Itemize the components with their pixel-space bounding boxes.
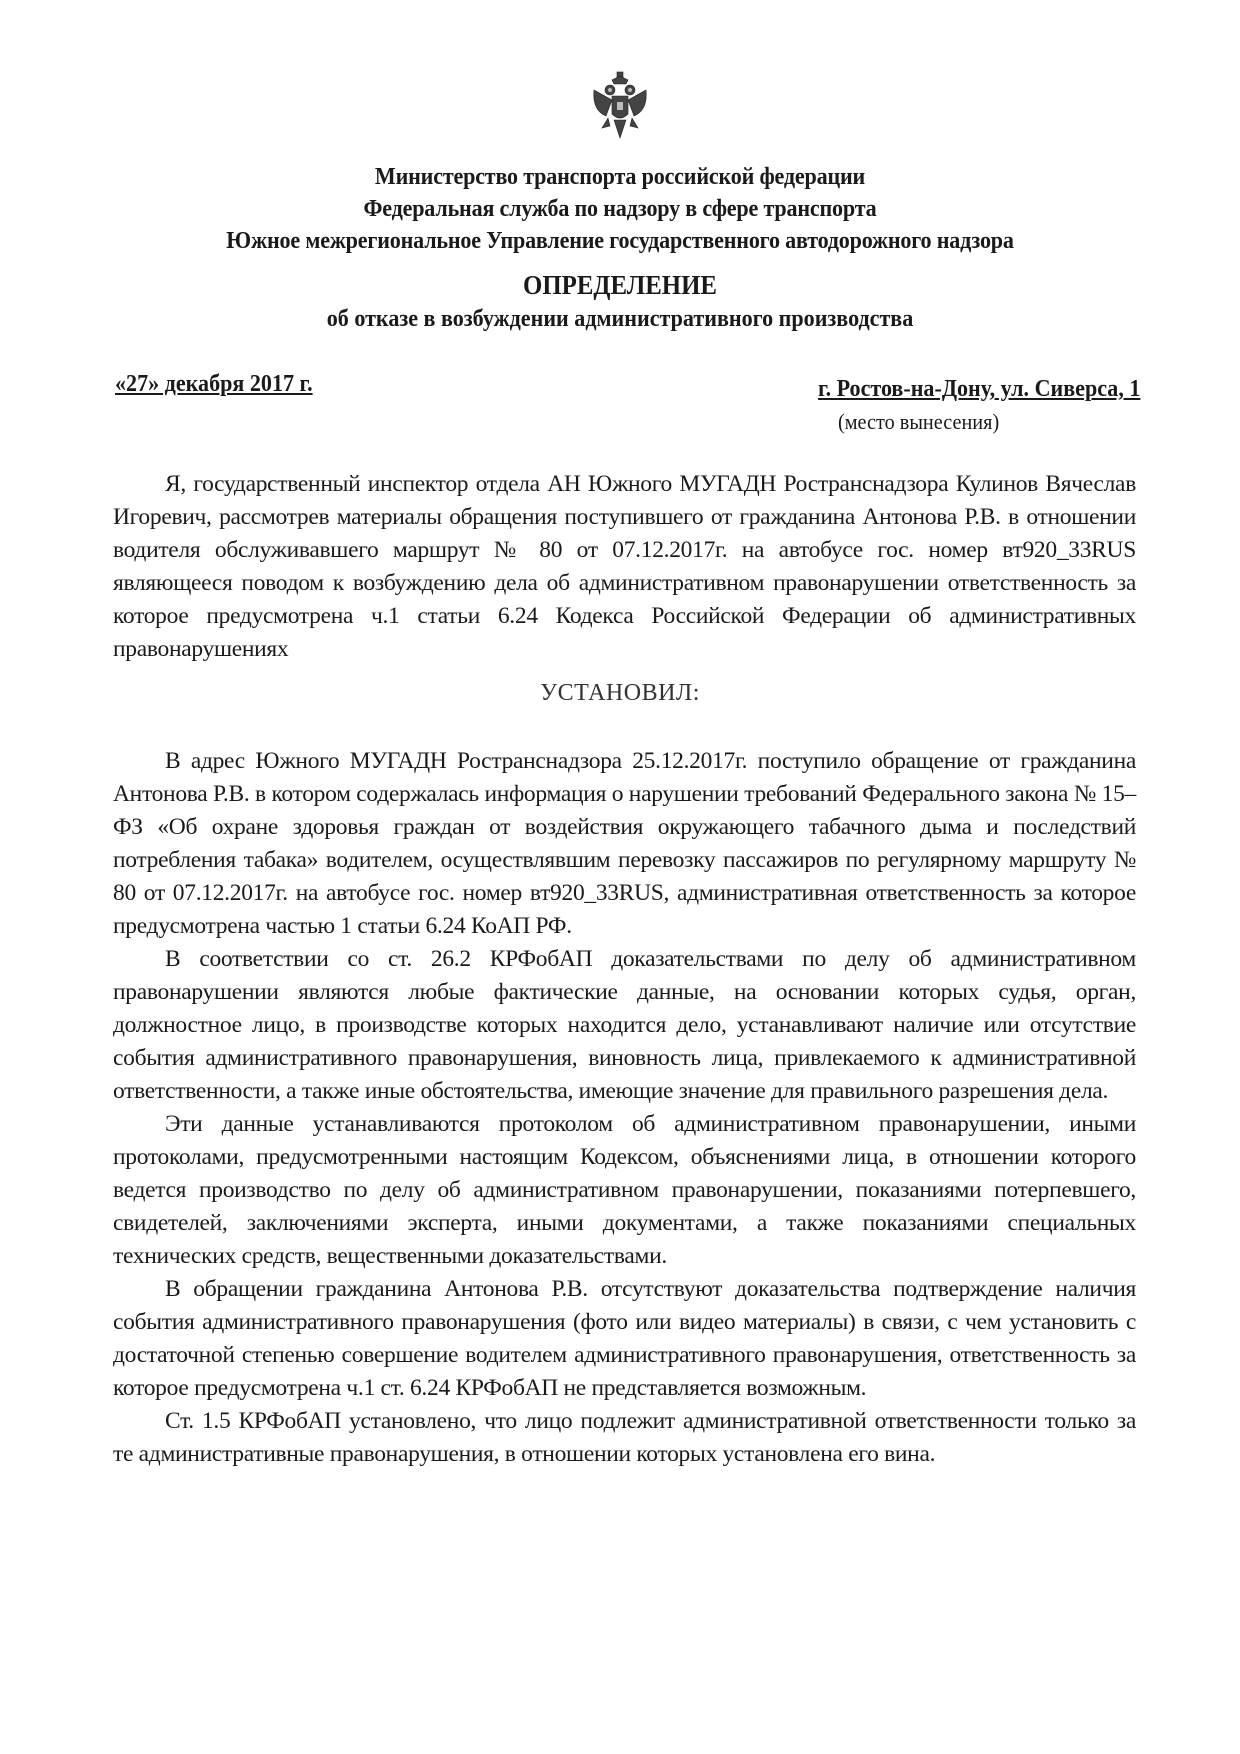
findings-block <box>113 745 1136 1471</box>
paragraph-complaint: В адрес Южного МУГАДН Ространснадзора 25.12.2017г. поступило обращение от гражданина Антонова Р.В. в котором содержалась информация о нарушении требований Федерального закона № 15–ФЗ «Об охране здоровья граждан от воздействия окружающего табачного дыма и последствий потребления табака» водителем, осуществлявшим перевозку пассажиров по регулярному маршруту № 80 от 07.12.2017г. на автобусе гос. номер вт920_33RUS, административная ответственность за которое предусмотрена частью 1 статьи 6.24 КоАП РФ. <box>113 748 1136 939</box>
paragraph-lack-of-evidence: В обращении гражданина Антонова Р.В. отсутствуют доказательства подтверждение наличия события административного правонарушения (фото или видео материалы) в связи, с чем установить с достаточной степенью совершение водителем административного правонарушения, ответственность за которое предусмотрена ч.1 ст. 6.24 КРФобАП не представляется возможным. <box>113 1276 1136 1401</box>
document-subtitle: об отказе в возбуждении административного производства <box>326 306 914 332</box>
russian-coat-of-arms-icon <box>590 70 650 142</box>
org-line-department: Южное межрегиональное Управление государственного автодорожного надзора <box>226 228 1014 254</box>
document-date: «27» декабря 2017 г. <box>115 371 313 397</box>
paragraph-presumption-of-innocence: Ст. 1.5 КРФобАП установлено, что лицо подлежит административной ответственности только за те административные правонарушения, в отношении которых установлена его вина. <box>113 1408 1136 1467</box>
intro-paragraph: Я, государственный инспектор отдела АН Южного МУГАДН Ространснадзора Кулинов Вячеслав Игоревич, рассмотрев материалы обращения поступившего от гражданина Антонова Р.В. в отношении водителя обслуживавшего маршрут № 80 от 07.12.2017г. на автобусе гос. номер вт920_33RUS являющееся поводом к возбуждению дела об административном правонарушении ответственность за которое предусмотрена ч.1 статьи 6.24 Кодекса Российской Федерации об административных правонарушениях <box>113 471 1136 662</box>
paragraph-evidence-definition: В соответствии со ст. 26.2 КРФобАП доказательствами по делу об административном правонарушении являются любые фактические данные, на основании которых судья, орган, должностное лицо, в производстве которых находится дело, устанавливают наличие или отсутствие события административного правонарушения, виновность лица, привлекаемого к административной ответственности, а также иные обстоятельства, имеющие значение для правильного разрешения дела. <box>113 946 1136 1104</box>
org-line-ministry: Министерство транспорта российской федерации <box>374 164 866 190</box>
intro-paragraph-block <box>113 468 1136 666</box>
place-caption: (место вынесения) <box>838 409 1000 434</box>
document-place: г. Ростов-на-Дону, ул. Сиверса, 1 <box>817 376 1140 402</box>
document-title: ОПРЕДЕЛЕНИЕ <box>522 270 718 300</box>
section-heading-established: УСТАНОВИЛ: <box>540 680 700 706</box>
paragraph-evidence-sources: Эти данные устанавливаются протоколом об административном правонарушении, иными протоколами, предусмотренными настоящим Кодексом, объяснениями лица, в отношении которого ведется производство по делу об административном правонарушении, показаниями потерпевшего, свидетелей, заключениями эксперта, иными документами, а также показаниями специальных технических средств, вещественными доказательствами. <box>113 1111 1136 1269</box>
org-line-service: Федеральная служба по надзору в сфере транспорта <box>363 196 877 222</box>
